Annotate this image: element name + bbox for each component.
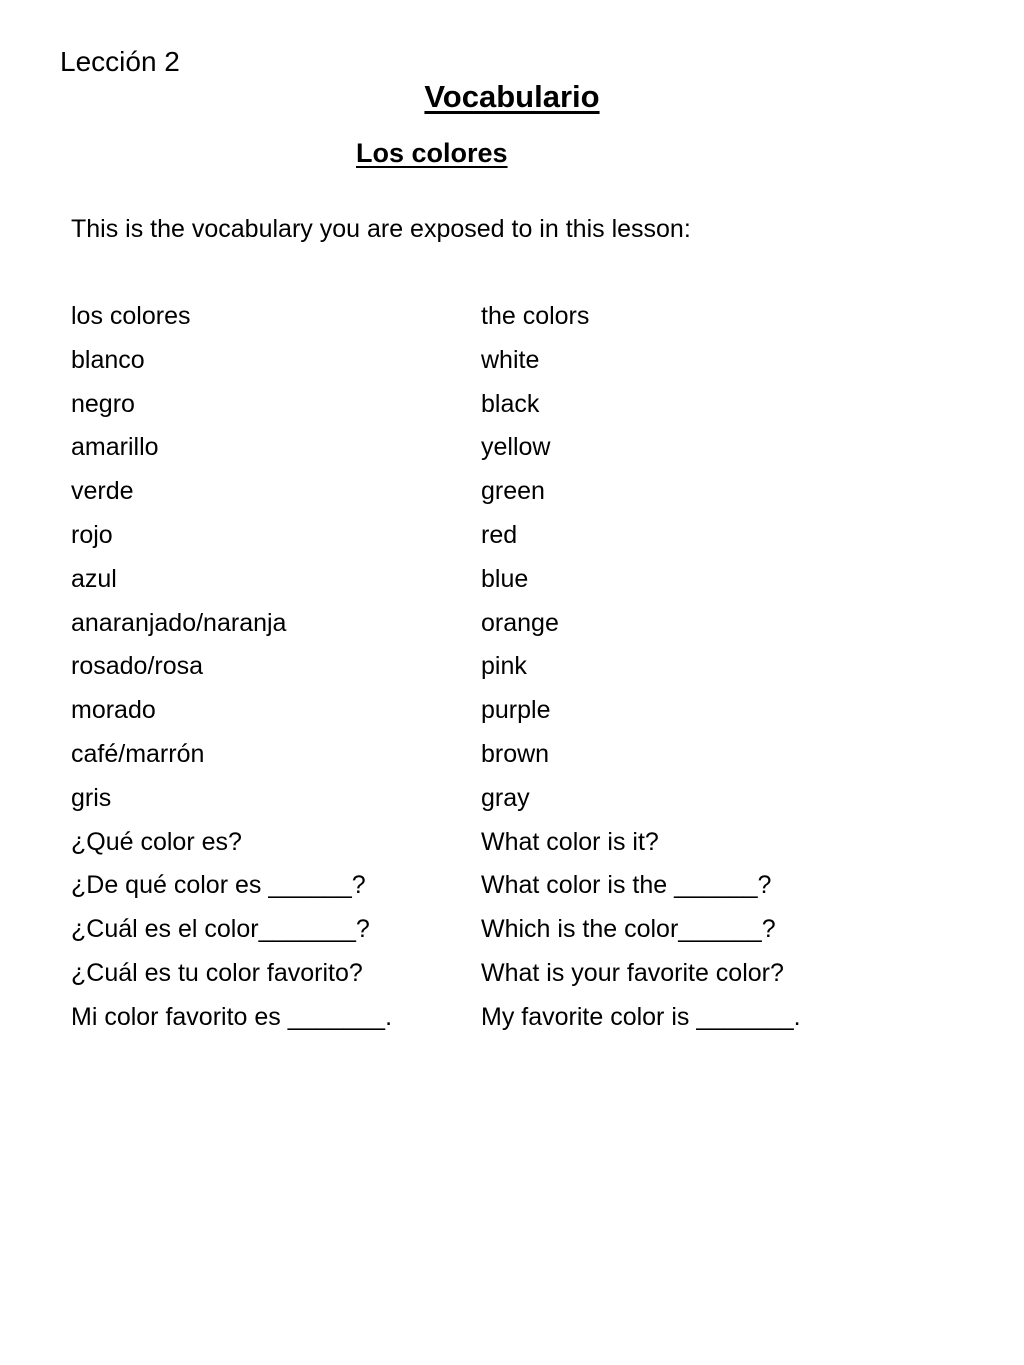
vocab-row	[71, 342, 971, 386]
english-translation: Which is the color______?	[481, 915, 776, 944]
vocab-row	[71, 911, 971, 955]
english-translation: green	[481, 477, 545, 506]
vocab-row	[71, 692, 971, 736]
vocab-row	[71, 298, 971, 342]
spanish-term: azul	[71, 564, 117, 593]
english-translation: gray	[481, 783, 530, 812]
spanish-term: verde	[71, 477, 134, 506]
intro-text: This is the vocabulary you are exposed to in this lesson:	[71, 215, 691, 243]
english-translation: pink	[481, 652, 527, 681]
spanish-term: blanco	[71, 345, 145, 374]
vocab-row	[71, 429, 971, 473]
vocabulary-list	[71, 298, 971, 1043]
vocab-row	[71, 517, 971, 561]
vocab-row	[71, 955, 971, 999]
vocab-row	[71, 867, 971, 911]
spanish-term: café/marrón	[71, 739, 205, 768]
vocab-row	[71, 824, 971, 868]
section-subtitle: Los colores	[356, 138, 508, 168]
english-translation: What color is it?	[481, 827, 659, 856]
english-translation: black	[481, 389, 540, 418]
english-translation: the colors	[481, 302, 590, 330]
spanish-term: ¿De qué color es ______?	[71, 871, 366, 900]
spanish-term: anaranjado/naranja	[71, 608, 287, 637]
english-translation: brown	[481, 739, 550, 768]
vocab-row	[71, 780, 971, 824]
vocab-row	[71, 386, 971, 430]
spanish-term: amarillo	[71, 433, 159, 462]
english-translation: blue	[481, 564, 529, 593]
vocab-row	[71, 648, 971, 692]
spanish-term: los colores	[71, 302, 191, 330]
english-translation: red	[481, 520, 518, 549]
spanish-term: rosado/rosa	[71, 652, 204, 681]
vocab-row	[71, 605, 971, 649]
english-translation: yellow	[481, 433, 551, 462]
vocab-row	[71, 561, 971, 605]
spanish-term: ¿Cuál es tu color favorito?	[71, 958, 363, 987]
vocab-row	[71, 999, 971, 1043]
spanish-term: morado	[71, 696, 156, 725]
english-translation: What color is the ______?	[481, 871, 772, 900]
page-title: Vocabulario	[424, 79, 600, 114]
vocab-row	[71, 736, 971, 780]
english-translation: white	[481, 345, 540, 374]
english-translation: What is your favorite color?	[481, 958, 784, 987]
spanish-term: rojo	[71, 520, 113, 549]
english-translation: purple	[481, 696, 551, 725]
spanish-term: negro	[71, 389, 135, 418]
vocab-row	[71, 473, 971, 517]
english-translation: orange	[481, 608, 559, 637]
spanish-term: gris	[71, 783, 112, 812]
spanish-term: Mi color favorito es _______.	[71, 1002, 393, 1031]
spanish-term: ¿Cuál es el color_______?	[71, 915, 370, 944]
lesson-label: Lección 2	[60, 46, 180, 77]
english-translation: My favorite color is _______.	[481, 1002, 801, 1031]
spanish-term: ¿Qué color es?	[71, 827, 242, 856]
